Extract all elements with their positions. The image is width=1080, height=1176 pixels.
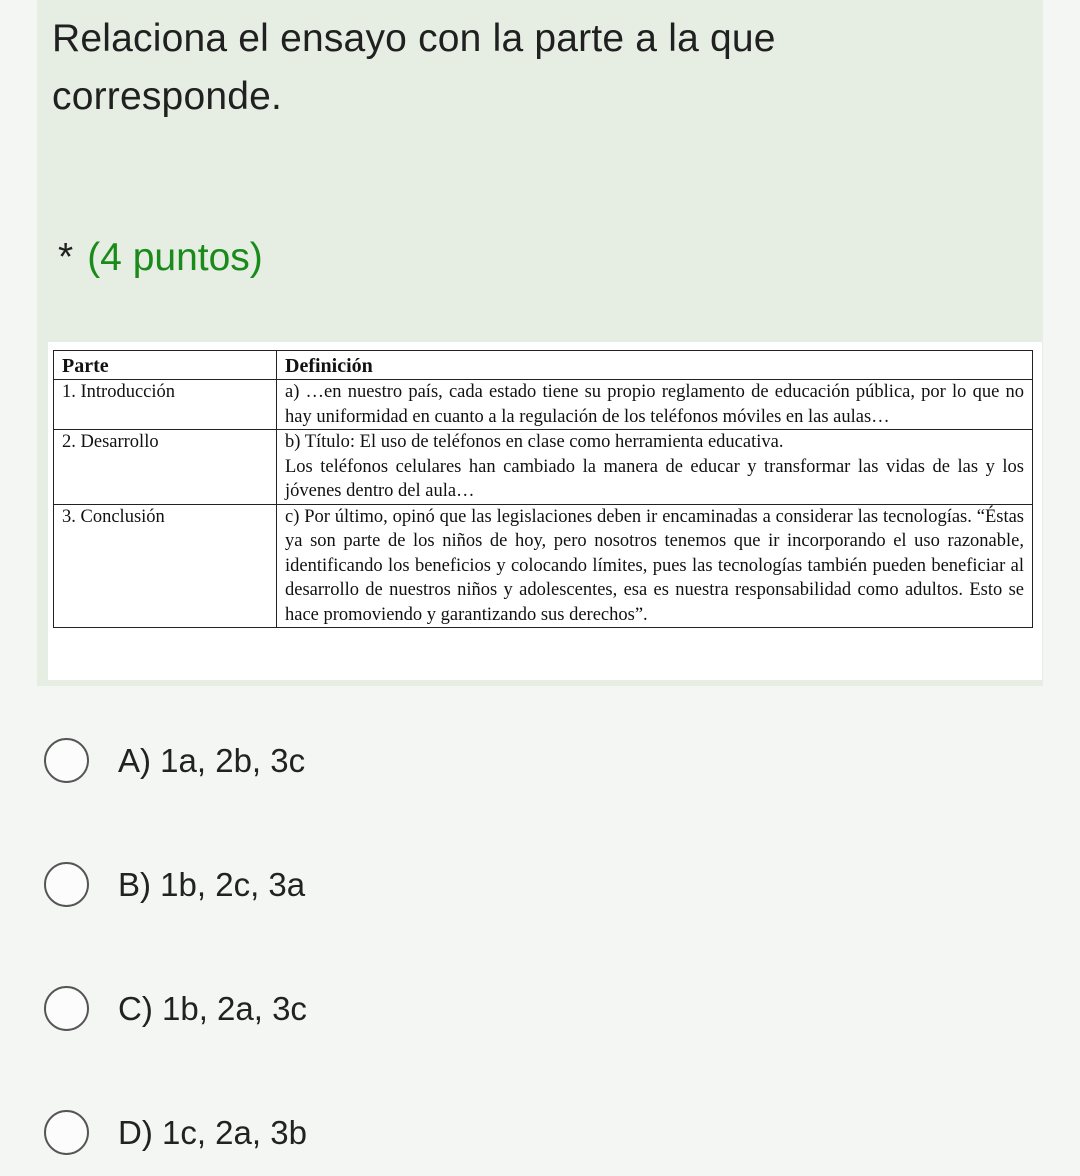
table-cell-part: 3. Conclusión bbox=[54, 504, 277, 628]
definition-line: Los teléfonos celulares han cambiado la manera de educar y transformar las vidas de las y los jóvenes dentro del aula… bbox=[285, 456, 1024, 501]
radio-button-d[interactable] bbox=[44, 1110, 89, 1155]
option-label-b[interactable]: B) 1b, 2c, 3a bbox=[118, 866, 306, 903]
required-asterisk: * bbox=[58, 236, 74, 279]
question-image bbox=[48, 342, 1042, 680]
table-row bbox=[54, 380, 1033, 430]
table-header-definition: Definición bbox=[277, 351, 1033, 380]
option-label-a[interactable]: A) 1a, 2b, 3c bbox=[118, 742, 306, 779]
option-label-d[interactable]: D) 1c, 2a, 3b bbox=[118, 1114, 307, 1151]
essay-parts-table bbox=[53, 350, 1033, 628]
radio-button-a[interactable] bbox=[44, 738, 89, 783]
radio-button-c[interactable] bbox=[44, 986, 89, 1031]
option-c[interactable] bbox=[44, 984, 644, 1034]
option-b[interactable] bbox=[44, 860, 644, 910]
question-points-line bbox=[58, 230, 263, 286]
table-cell-definition: a) …en nuestro país, cada estado tiene su propio reglamento de educación pública, por lo que no hay uniformidad en cuanto a la regulación de los teléfonos móviles en las aulas… bbox=[277, 380, 1033, 430]
table-header-part: Parte bbox=[54, 351, 277, 380]
definition-line: b) Título: El uso de teléfonos en clase como herramienta educativa. bbox=[285, 432, 784, 452]
radio-button-b[interactable] bbox=[44, 862, 89, 907]
option-label-c[interactable]: C) 1b, 2a, 3c bbox=[118, 990, 307, 1027]
option-a[interactable] bbox=[44, 736, 644, 786]
table-cell-part: 1. Introducción bbox=[54, 380, 277, 430]
question-title: Relaciona el ensayo con la parte a la que corresponde. bbox=[52, 17, 776, 118]
table-cell-part: 2. Desarrollo bbox=[54, 430, 277, 505]
table-row bbox=[54, 504, 1033, 628]
table-cell-definition bbox=[277, 430, 1033, 505]
option-d[interactable] bbox=[44, 1108, 644, 1158]
question-points: (4 puntos) bbox=[87, 236, 263, 279]
table-cell-definition: c) Por último, opinó que las legislaciones deben ir encaminadas a considerar las tecnologías. “Éstas ya son parte de los niños de hoy, pero nosotros tenemos que ir incorporando el uso razonable, identificando los beneficios y colocando límites, pues las tecnologías también pueden beneficiar al desarrollo de nuestros niños y adolescentes, esa es nuestra responsabilidad como adultos. Esto se hace promoviendo y garantizando sus derechos”. bbox=[277, 504, 1033, 628]
table-header-row bbox=[54, 351, 1033, 380]
table-row bbox=[54, 430, 1033, 505]
